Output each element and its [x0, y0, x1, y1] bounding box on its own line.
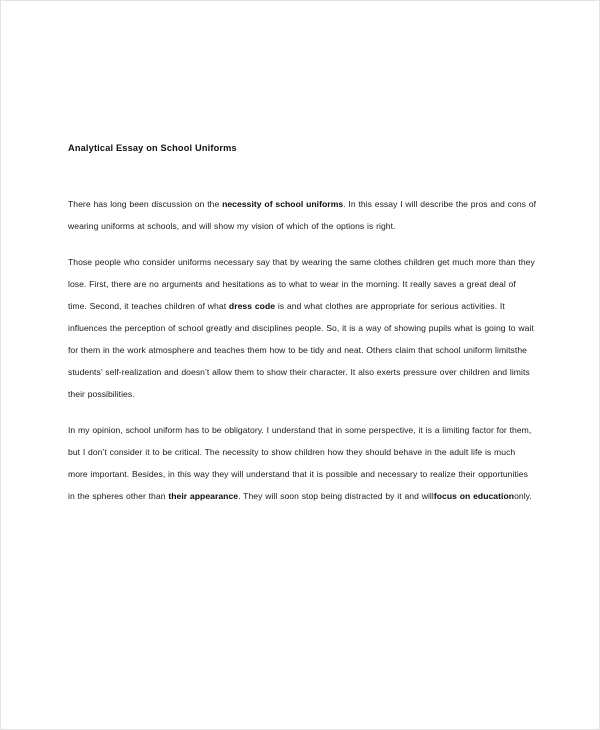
body-text: . In this essay I will describe the pros and cons of wearing uniforms at schools, and will show my vision of which of the options is right.: [68, 199, 537, 231]
paragraph-opinion: [68, 419, 536, 507]
body-text: . They will soon stop being distracted by it and will: [238, 491, 434, 501]
paragraph-arguments: [68, 251, 536, 405]
body-text: Those people who consider uniforms necessary say that by wearing the same clothes children get much more than they lose. First, there are no arguments and hesitations as to what to wear in the morning. It really saves a great deal of time. Second, it teaches children of what: [68, 257, 535, 311]
emphasis-text: focus on education: [433, 491, 515, 501]
body-text: There has long been discussion on the: [68, 199, 223, 209]
body-text: only.: [514, 491, 532, 501]
body-text: is and what clothes are appropriate for serious activities. It influences the perception of school greatly and disciplines people. So, it is a way of showing pupils what is going to wait for them in the work atmosphere and teaches them how to be tidy and neat. Others claim that school uniform limitsthe students’ self-realization and doesn’t allow them to show their character. It also exerts pressure over children and limits their possibilities.: [68, 301, 534, 399]
emphasis-text: dress code: [228, 301, 276, 311]
essay-paragraphs: [68, 193, 536, 507]
page-title: Analytical Essay on School Uniforms: [68, 143, 237, 153]
paragraph-intro: [68, 193, 536, 237]
body-text: In my opinion, school uniform has to be obligatory. I understand that in some perspective, it is a limiting factor for them, but I don’t consider it to be critical. The necessity to show children how they should behave in the adult life is much more important. Besides, in this way they will understand that it is possible and necessary to realize their opportunities in the spheres other than: [68, 425, 532, 501]
document-body: [68, 141, 536, 507]
emphasis-text: necessity of school uniforms: [222, 199, 344, 209]
emphasis-text: their appearance: [168, 491, 239, 501]
